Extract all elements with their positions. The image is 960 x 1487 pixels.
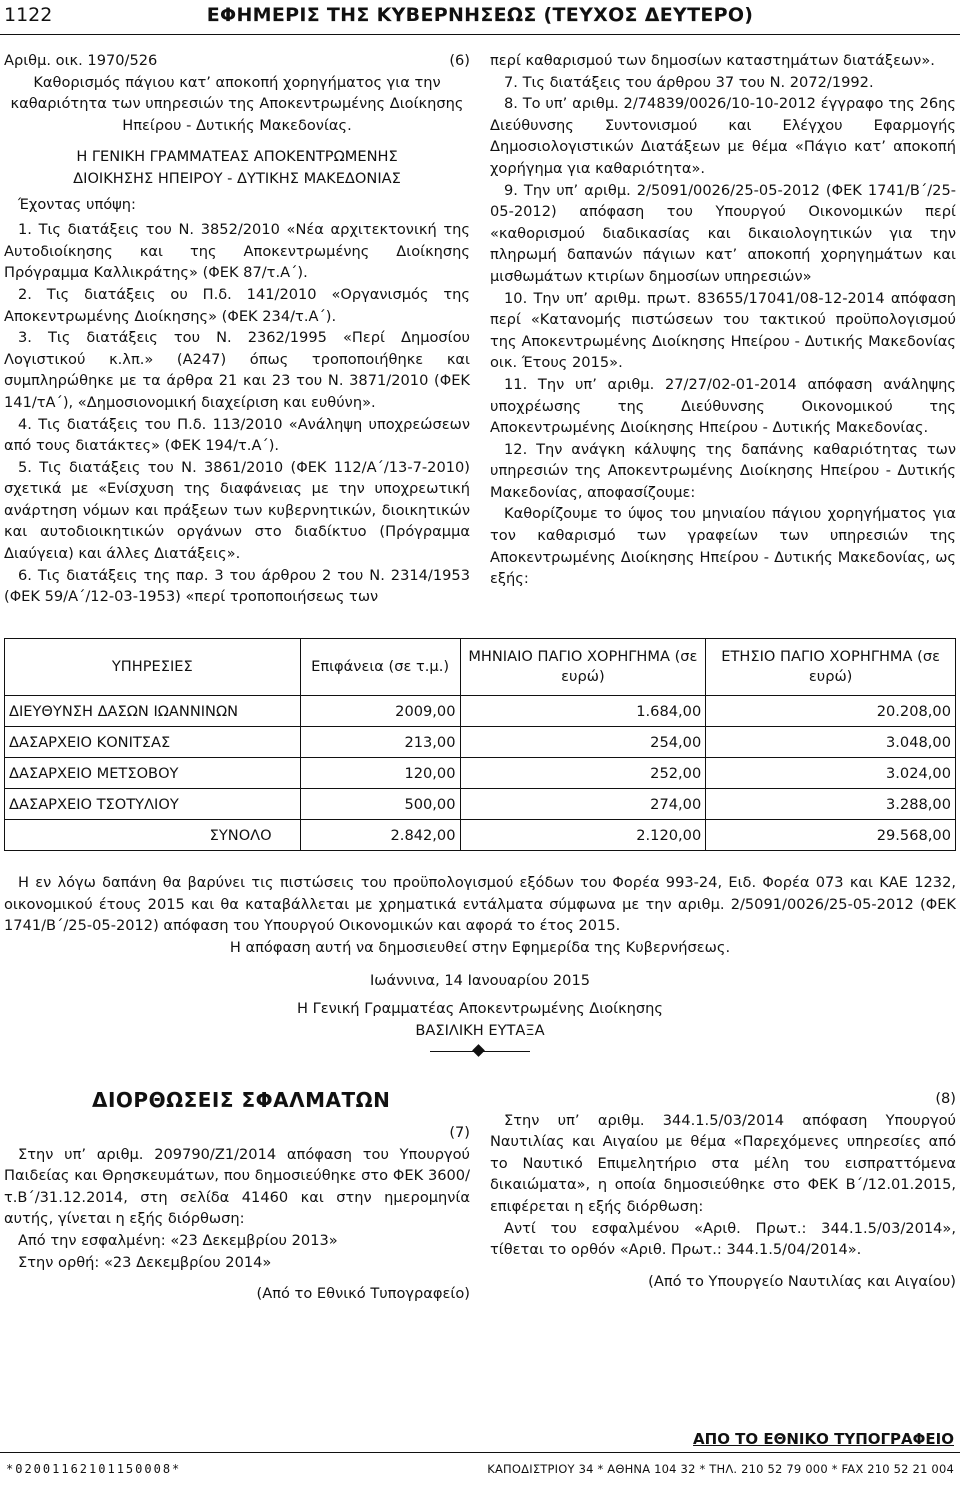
barcode-number: *02001162101150008* <box>6 1462 182 1476</box>
table-cell: 254,00 <box>460 727 706 758</box>
decision-6-heading <box>4 50 470 72</box>
table-cell: 20.208,00 <box>706 696 956 727</box>
expense-text: Η εν λόγω δαπάνη θα βαρύνει τις πιστώσεις του προϋπολογισμού εξόδων του Φορέα 993-24, Ειδ. Φορέα 073 και ΚΑΕ 1232, οικονομικού έτους 2015 και θα καταβάλλεται με χρηματικά εντάλματα σύμφωνα με την αριθμ. 2/5091/0026/25-05-2012 (ΦΕΚ 1741/Β΄/25-05-2012) απόφαση του Υπουργού Οικονομικών και αφορά το έτος 2015. <box>4 874 956 935</box>
table-cell: ΔΑΣΑΡΧΕΙΟ ΤΣΟΤΥΛΙΟΥ <box>5 789 301 820</box>
consideration-item: 2. Τις διατάξεις ου Π.δ. 141/2010 «Οργανισμός της Αποκεντρωμένης Διοίκησης» (ΦΕΚ 234/τ.Α΄). <box>4 285 470 325</box>
header-rule <box>0 34 960 35</box>
correction-7-source: (Από το Εθνικό Τυπογραφείο) <box>256 1285 470 1303</box>
table-cell: 120,00 <box>300 758 460 789</box>
table-cell: 1.684,00 <box>460 696 706 727</box>
table-cell: 29.568,00 <box>706 820 956 851</box>
correction-8-text: Στην υπ’ αριθμ. 344.1.5/03/2014 απόφαση Υπουργού Ναυτιλίας και Αιγαίου με θέμα «Παρεχόμενες υπηρεσίες από το Ναυτικό Επιμελητήριο στα μέλη του εισπραττόμενα δικαιώματα», η οποία δημοσιεύθηκε στο ΦΕΚ Β΄/12.01.2015, επιφέρεται η εξής διόρθωση: <box>490 1111 956 1215</box>
table-total-row <box>5 820 956 851</box>
allowance-table <box>4 638 956 851</box>
expense-note <box>4 872 956 958</box>
consideration-item: 12. Την ανάγκη κάλυψης της δαπάνης καθαριότητας των υπηρεσιών της Αποκεντρωμένης Διοίκησης Ηπείρου - Δυτικής Μακεδονίας, αποφασίζουμε: <box>490 440 956 501</box>
column-header: ΜΗΝΙΑΙΟ ΠΑΓΙΟ ΧΟΡΗΓΗΜΑ (σε ευρώ) <box>460 639 706 696</box>
signer-name: ΒΑΣΙΛΙΚΗ ΕΥΤΑΞΑ <box>415 1022 545 1039</box>
page-number: 1122 <box>4 4 53 26</box>
column-header: ΕΤΗΣΙΟ ΠΑΓΙΟ ΧΟΡΗΓΗΜΑ (σε ευρώ) <box>706 639 956 696</box>
correction-7-text: Στην υπ’ αριθμ. 209790/Ζ1/2014 απόφαση του Υπουργού Παιδείας και Θρησκευμάτων, που δημοσιεύθηκε στο ΦΕΚ 3600/τ.Β΄/31.12.2014, στη σελίδα 41460 και στην ημερομηνία αυτής, γίνεται η εξής διόρθωση: <box>4 1145 470 1228</box>
decision-6-ref: Αριθμ. οικ. 1970/526 <box>4 52 158 69</box>
table-cell: 2009,00 <box>300 696 460 727</box>
correction-8 <box>490 1088 956 1292</box>
table-row <box>5 696 956 727</box>
column-header: ΥΠΗΡΕΣΙΕΣ <box>5 639 301 696</box>
correction-7-right: Στην ορθή: «23 Δεκεμβρίου 2014» <box>18 1253 272 1271</box>
total-label: ΣΥΝΟΛΟ <box>5 820 301 851</box>
decision-text: Καθορίζουμε το ύψος του μηνιαίου πάγιου χορηγήματος για τον καθαρισμό των γραφείων των υπηρεσιών της Αποκεντρωμένης Διοίκησης Ηπείρου - Δυτικής Μακεδονίας, ως εξής: <box>490 505 956 588</box>
consideration-continued: περί καθαρισμού των δημοσίων καταστημάτων διατάξεων». <box>490 52 935 69</box>
consideration-item: 1. Τις διατάξεις του Ν. 3852/2010 «Νέα αρχιτεκτονική της Αυτοδιοίκησης και της Αποκεντρωμένης Διοίκησης Πρόγραμμα Καλλικράτης» (ΦΕΚ 87/τ.Α΄). <box>4 221 470 282</box>
table-cell: ΔΙΕΥΘΥΝΣΗ ΔΑΣΩΝ ΙΩΑΝΝΙΝΩΝ <box>5 696 301 727</box>
left-column <box>4 50 470 608</box>
table-cell: 500,00 <box>300 789 460 820</box>
correction-7-number: (7) <box>449 1124 470 1141</box>
signer-title: Η Γενική Γραμματέας Αποκεντρωμένης Διοίκησης <box>296 1000 663 1017</box>
table-cell: 3.048,00 <box>706 727 956 758</box>
consideration-item: 5. Τις διατάξεις του Ν. 3861/2010 (ΦΕΚ 112/Α΄/13-7-2010) σχετικά με «Ενίσχυση της διαφάνειας με την υποχρεωτική ανάρτηση νόμων και πράξεων των κυβερνητικών, διοικητικών και αυτοδιοικητικών οργάνων στο διαδίκτυο (Πρόγραμμα Διαύγεια) και άλλες Διατάξεις». <box>4 458 470 563</box>
table-cell: 3.024,00 <box>706 758 956 789</box>
gazette-title: ΕΦΗΜΕΡΙΣ ΤΗΣ ΚΥΒΕΡΝΗΣΕΩΣ (ΤΕΥΧΟΣ ΔΕΥΤΕΡΟ) <box>206 4 754 26</box>
correction-7-wrong: Από την εσφαλμένη: «23 Δεκεμβρίου 2013» <box>18 1231 338 1249</box>
table-cell: ΔΑΣΑΡΧΕΙΟ ΚΟΝΙΤΣΑΣ <box>5 727 301 758</box>
table-cell: ΔΑΣΑΡΧΕΙΟ ΜΕΤΣΟΒΟΥ <box>5 758 301 789</box>
right-column <box>490 50 956 590</box>
consideration-item: 9. Την υπ’ αριθμ. 2/5091/0026/25-05-2012 (ΦΕΚ 1741/Β΄/25-05-2012) απόφαση του Υπουργού Οικονομικών περί «καθορισμού διαδικασίας και δικαιολογητικών για την πληρωμή δαπανών πάγιων κατ’ αποκοπή χορηγημάτων και μισθωμάτων κτιρίων δημοσίων υπηρεσιών» <box>490 181 956 285</box>
authority-line-2: ΔΙΟΙΚΗΣΗΣ ΗΠΕΙΡΟΥ - ΔΥΤΙΚΗΣ ΜΑΚΕΔΟΝΙΑΣ <box>73 169 401 187</box>
printer-address: ΚΑΠΟΔΙΣΤΡΙΟΥ 34 * ΑΘΗΝΑ 104 32 * ΤΗΛ. 210 52 79 000 * FAX 210 52 21 004 <box>487 1462 954 1476</box>
correction-7 <box>4 1122 470 1305</box>
consideration-item: 3. Τις διατάξεις του Ν. 2362/1995 «Περί Δημοσίου Λογιστικού κ.λπ.» (Α247) όπως τροποποιήθηκε και συμπληρώθηκε με τα άρθρα 21 και 23 του Ν. 3871/2010 (ΦΕΚ 141/τΑ΄), «Δημοσιονομική διαχείριση και ευθύνη». <box>4 329 470 411</box>
table-cell: 213,00 <box>300 727 460 758</box>
table-cell: 3.288,00 <box>706 789 956 820</box>
table-header-row <box>5 639 956 696</box>
footer-rule <box>0 1452 960 1453</box>
table-row <box>5 758 956 789</box>
signature-block <box>0 970 960 1042</box>
page-header <box>0 0 960 36</box>
consideration-item: 10. Την υπ’ αριθμ. πρωτ. 83655/17041/08-12-2014 απόφαση περί «Κατανομής πιστώσεων του τακτικού προϋπολογισμού της Αποκεντρωμένης Διοίκησης Ηπείρου - Δυτικής Μακεδονίας οικ. Έτους 2015». <box>490 289 956 372</box>
corrections-title: ΔΙΟΡΘΩΣΕΙΣ ΣΦΑΛΜΑΤΩΝ <box>92 1088 391 1112</box>
printer-credit: ΑΠΟ ΤΟ ΕΘΝΙΚΟ ΤΥΠΟΓΡΑΦΕΙΟ <box>693 1430 954 1448</box>
diamond-ornament-icon <box>472 1044 485 1057</box>
table-cell: 252,00 <box>460 758 706 789</box>
table-cell: 2.120,00 <box>460 820 706 851</box>
table-cell: 274,00 <box>460 789 706 820</box>
place-date: Ιωάννινα, 14 Ιανουαρίου 2015 <box>369 972 591 989</box>
consideration-item: 11. Την υπ’ αριθμ. 27/27/02-01-2014 απόφαση ανάληψης υποχρέωσης της Διεύθυνσης Οικονομικού της Αποκεντρωμένης Διοίκησης Ηπείρου - Δυτικής Μακεδονίας. <box>490 375 956 437</box>
correction-8-source: (Από το Υπουργείο Ναυτιλίας και Αιγαίου) <box>648 1272 956 1290</box>
decision-6-subject: Καθορισμός πάγιου κατ’ αποκοπή χορηγήματος για την καθαριότητα των υπηρεσιών της Αποκεντρωμένης Διοίκησης Ηπείρου - Δυτικής Μακεδονίας. <box>10 73 464 134</box>
table-row <box>5 727 956 758</box>
table-row <box>5 789 956 820</box>
correction-8-number: (8) <box>935 1090 956 1107</box>
column-header: Επιφάνεια (σε τ.μ.) <box>300 639 460 696</box>
publish-order: Η απόφαση αυτή να δημοσιευθεί στην Εφημερίδα της Κυβερνήσεως. <box>229 938 731 956</box>
consideration-item: 4. Τις διατάξεις του Π.δ. 113/2010 «Ανάληψη υποχρεώσεων από τους διατάκτες» (ΦΕΚ 194/τ.Α΄). <box>4 415 470 455</box>
consideration-item: 6. Τις διατάξεις της παρ. 3 του άρθρου 2 του Ν. 2314/1953 (ΦΕΚ 59/Α΄/12-03-1953) «περί τροποποιήσεως των <box>4 566 470 606</box>
correction-8-fix: Αντί του εσφαλμένου «Αριθ. Πρωτ.: 344.1.5/03/2014», τίθεται το ορθόν «Αριθ. Πρωτ.: 344.1.5/04/2014». <box>490 1219 956 1259</box>
consideration-item: 7. Τις διατάξεις του άρθρου 37 του Ν. 2072/1992. <box>504 73 874 91</box>
consideration-item: 8. Το υπ’ αριθμ. 2/74839/0026/10-10-2012 έγγραφο της 26ης Διεύθυνσης Συντονισμού και Ελέγχου Εφαρμογής Δημοσιολογιστικών Διατάξεων με θέμα «Πάγιο κατ’ αποκοπή χορήγημα για καθαριότητα». <box>490 95 956 177</box>
authority-line-1: Η ΓΕΝΙΚΗ ΓΡΑΜΜΑΤΕΑΣ ΑΠΟΚΕΝΤΡΩΜΕΝΗΣ <box>76 148 398 166</box>
decision-6-number: (6) <box>449 52 470 69</box>
having-in-mind: Έχοντας υπόψη: <box>18 195 136 213</box>
table-cell: 2.842,00 <box>300 820 460 851</box>
